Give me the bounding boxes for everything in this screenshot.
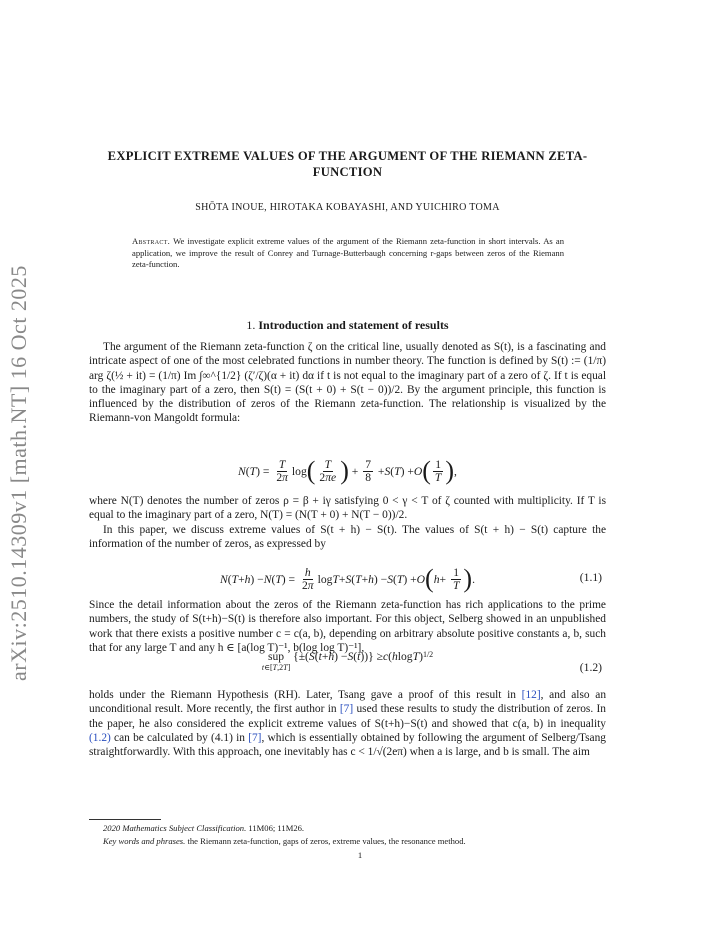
footnotes bbox=[103, 822, 608, 848]
section-title: Introduction and statement of results bbox=[258, 318, 449, 332]
equation-riemann-von-mangoldt: N ( T ) = $\frac{T}{2\pi}$ log ( $\frac{T}{2\pi e}$ ) + $\frac{7}{8}$ + S ( T ) + O ( $\frac{1}{T}$ ) , bbox=[238, 456, 457, 485]
citation-link[interactable]: [12] bbox=[521, 689, 541, 701]
paragraph-5-text: holds under the Riemann Hypothesis (RH). Later, Tsang gave a proof of this result in bbox=[89, 689, 522, 701]
section-number: 1. bbox=[246, 318, 256, 332]
footnote-label: 2020 Mathematics Subject Classification. bbox=[103, 823, 247, 833]
paragraph-5-text: can be calculated by (4.1) in bbox=[110, 731, 249, 744]
arxiv-stamp: arXiv:2510.14309v1 [math.NT] 16 Oct 2025 bbox=[6, 265, 31, 681]
paper-title: EXPLICIT EXTREME VALUES OF THE ARGUMENT OF THE RIEMANN ZETA-FUNCTION bbox=[107, 149, 588, 179]
paragraph-5-text: used these results to study the distribution of zeros. In the paper, he also considered the explicit extreme values of S(t+h)−S(t) and showed that c(a, b) in inequality bbox=[89, 703, 606, 730]
footnote-text: the Riemann zeta-function, gaps of zeros, extreme values, the resonance method. bbox=[187, 836, 466, 846]
citation-link[interactable]: [7] bbox=[339, 703, 354, 716]
footnote-msc bbox=[103, 822, 608, 835]
equation-number: (1.1) bbox=[579, 571, 602, 584]
equation-1-2: sup t∈[T,2T] {±( S ( t + h ) − S ( t ))} ≥ c ( h log T ) 1/2 (1.2) bbox=[261, 650, 602, 674]
paragraph-2: where N(T) denotes the number of zeros ρ = β + iγ satisfying 0 < γ < T of ζ counted with multiplicity. If T is equal to the imaginary part of a zero, N(T) = (N(T + 0) + N(T − 0))/2. bbox=[89, 495, 606, 522]
footnote-label: Key words and phrases. bbox=[103, 836, 186, 846]
abstract-text: We investigate explicit extreme values of the argument of the Riemann zeta-function in short intervals. As an application, we improve the result of Conrey and Turnage-Butterbaugh concerning r-gaps between zeros of the Riemann zeta-function. bbox=[132, 236, 564, 270]
section-heading bbox=[90, 318, 605, 333]
equation-number: (1.2) bbox=[579, 661, 602, 674]
paragraph-5-text: , and also an unconditional result. More recently, the first author in bbox=[89, 689, 607, 716]
paragraph-5-text: , which is essentially obtained by following the argument of Selberg/Tsang straightforwardly. With this approach, one inevitably has c < 1/√(2eπ) when a is large, and b is small. The aim bbox=[89, 731, 606, 759]
footnote-text: 11M06; 11M26. bbox=[248, 823, 305, 833]
equation-link[interactable]: (1.2) bbox=[89, 731, 111, 744]
page-number: 1 bbox=[357, 850, 363, 860]
paragraph-3: In this paper, we discuss extreme values of S(t + h) − S(t). The values of S(t + h) − S(t) capture the information of the number of zeros, as expressed by bbox=[89, 524, 606, 551]
abstract-label: Abstract. bbox=[132, 236, 171, 246]
paragraph-5 bbox=[89, 688, 606, 759]
footnote-rule bbox=[89, 819, 161, 820]
paragraph-4: Since the detail information about the zeros of the Riemann zeta-function has rich applications to the prime numbers, the study of S(t+h)−S(t) is therefore also important. For this object, Selberg showed in an unpublished work that there exists a positive number c = c(a, b), depending on arbitrary absolute positive constants a, b, such that for any large T and any h ∈ [a(log T)⁻¹, b(log log T)⁻¹], bbox=[89, 599, 606, 654]
paper-authors: SHŌTA INOUE, HIROTAKA KOBAYASHI, AND YUICHIRO TOMA bbox=[195, 202, 500, 213]
citation-link[interactable]: [7] bbox=[248, 731, 262, 744]
paragraph-1: The argument of the Riemann zeta-function ζ on the critical line, usually denoted as S(t), is a fascinating and intricate aspect of one of the most celebrated functions in number theory. The function is defined by S(t) := (1/π) arg ζ(½ + it) = (1/π) Im ∫∞^{1/2} (ζ′/ζ)(α + it) dα if t is not equal to the imaginary part of a zero of ζ. If t is equal to the imaginary part of a zero, then S(t) = (S(t + 0) + S(t − 0))/2. By the argument principle, this function is influenced by the distribution of zeros of the Riemann zeta-function. The relationship is visualized by the Riemann-von Mangoldt formula: bbox=[89, 341, 606, 425]
equation-1-1: N ( T + h ) − N ( T ) = $\frac{h}{2\pi}$ log T + S ( T + h ) − S ( T ) + O ( h + $\frac{1}{T}$ ) . (1.1) bbox=[220, 564, 602, 593]
abstract bbox=[132, 236, 564, 271]
footnote-keywords bbox=[103, 835, 608, 848]
